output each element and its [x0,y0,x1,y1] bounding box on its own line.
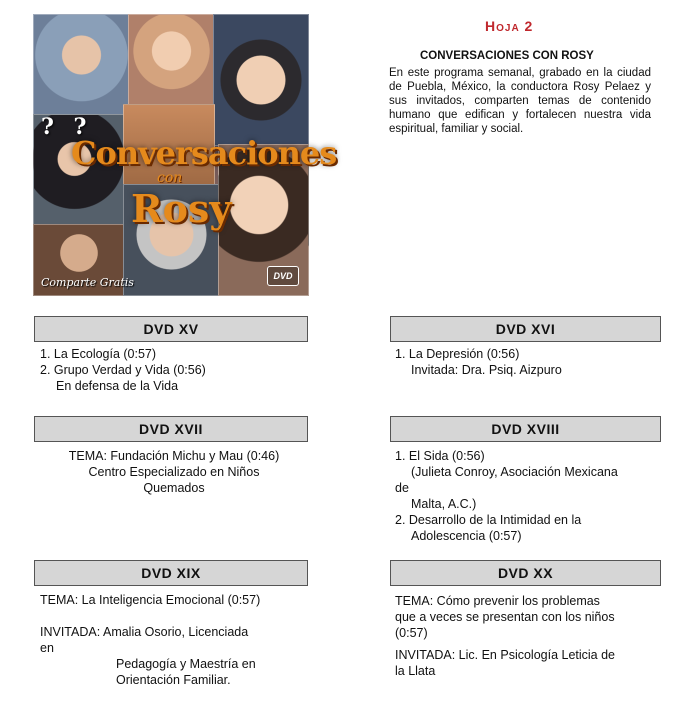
topic-line: Quemados [143,481,205,495]
intro-text: En este programa semanal, grabado en la ciudad de Puebla, México, la conductora Rosy Pelaez y sus invitados, comparten temas de contenido humano que edifican y fortalecen nuestra vida espiritual, familiar y social. [389,67,651,135]
dvd-xv-header: DVD XV [34,316,308,342]
topic-line: que a veces se presentan con los niños [395,610,615,624]
topic-line: TEMA: Fundación Michu y Mau (0:46) [68,449,280,463]
dvd-xix-content [40,592,260,688]
episode-line: 1. La Ecología (0:57) [40,347,157,361]
dvd-xviii-content [395,448,618,544]
dvd-xv-content [40,346,206,394]
cover-share-text: Comparte Gratis [41,276,134,289]
guest-line: Pedagogía y Maestría en [116,657,256,671]
topic-line: (0:57) [395,626,428,640]
dvd-xvi-header: DVD XVI [390,316,661,342]
dvd-xx-header: DVD XX [390,560,661,586]
dvd-xix-header: DVD XIX [34,560,308,586]
episode-line: 1. La Depresión (0:56) [395,347,520,361]
guest-line: Orientación Familiar. [116,673,231,687]
puzzle-photo [213,14,309,146]
dvd-logo-icon: DVD [267,266,299,286]
topic-line: Centro Especializado en Niños [88,465,260,479]
guest-line: INVITADA: Amalia Osorio, Licenciada [40,625,249,639]
episode-line: 2. Desarrollo de la Intimidad en la [395,513,582,527]
topic-line: TEMA: Cómo prevenir los problemas [395,594,600,608]
dvd-xvi-content [395,346,562,378]
puzzle-photo [33,14,130,116]
guest-line: la Llata [395,664,436,678]
dvd-xx-content [395,593,615,679]
dvd-xvii-content [40,448,308,496]
cover-image [33,14,337,294]
topic-line: TEMA: La Inteligencia Emocional (0:57) [40,593,261,607]
puzzle-photo [128,14,215,106]
intro-title: CONVERSACIONES CON ROSY [420,50,594,62]
episode-line: (Julieta Conroy, Asociación Mexicana [411,465,618,479]
episode-line: Adolescencia (0:57) [411,529,522,543]
cover-title: Conversaciones [71,134,337,172]
sheet-label: Hoja 2 [485,18,534,34]
episode-line: de [395,481,409,495]
cover-title-rosy: Rosy [131,186,232,231]
guest-line: Invitada: Dra. Psiq. Aizpuro [411,363,562,377]
dvd-xviii-header: DVD XVIII [390,416,661,442]
guest-line: en [40,641,54,655]
episode-line: 2. Grupo Verdad y Vida (0:56) [40,363,206,377]
episode-line: Malta, A.C.) [411,497,477,511]
guest-line: INVITADA: Lic. En Psicología Leticia de [395,648,616,662]
cover-subtitle: con [157,170,183,186]
question-marks-icon: ? ? [41,114,93,140]
dvd-xvii-header: DVD XVII [34,416,308,442]
episode-line: 1. El Sida (0:56) [395,449,485,463]
episode-line: En defensa de la Vida [56,379,179,393]
